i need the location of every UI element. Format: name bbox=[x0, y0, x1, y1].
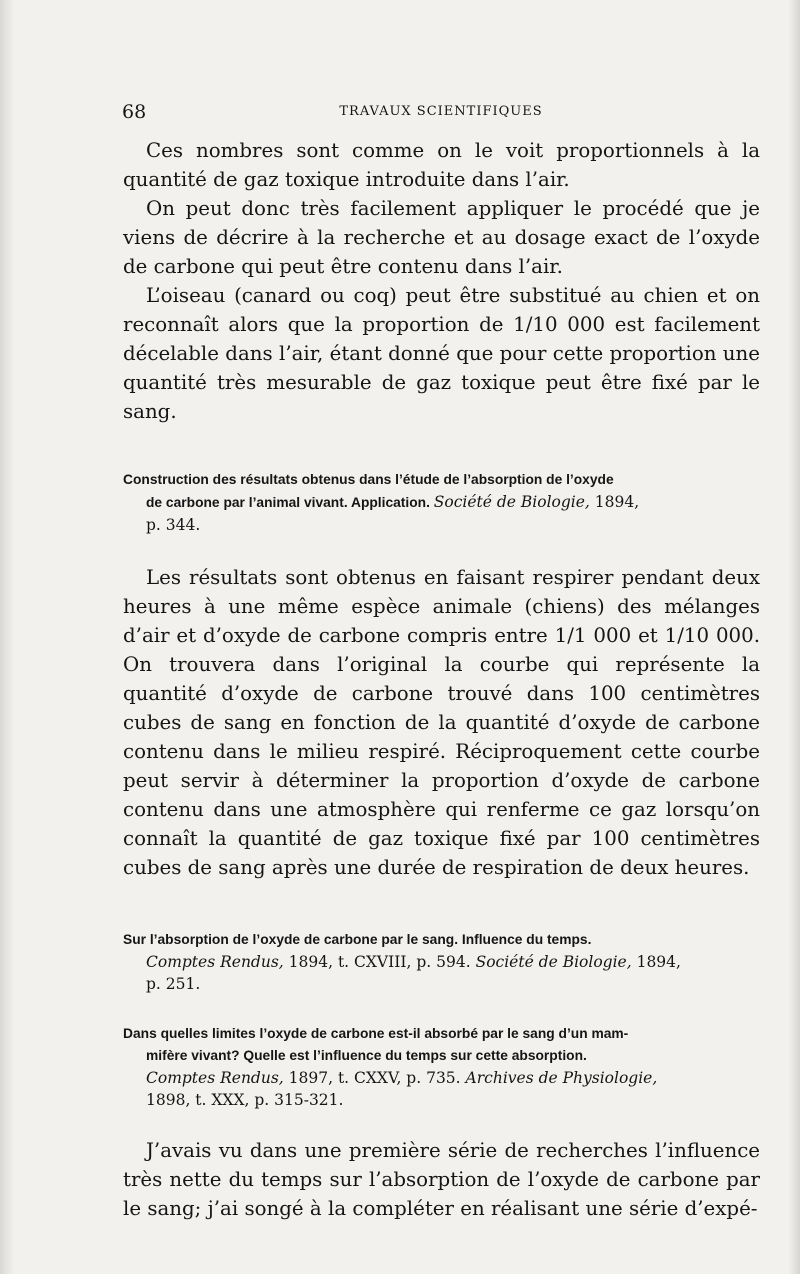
publication-title-continued: mifère vivant? Quelle est l’influence du temps sur cette absorption. bbox=[146, 1048, 587, 1063]
publication-title: Sur l’absorption de l’oxyde de carbone par le sang. Influence du temps. bbox=[123, 932, 592, 947]
publication-reference: Comptes Rendus, 1897, t. CXXV, p. 735. Archives de Physiologie, bbox=[146, 1069, 658, 1087]
page-edge-shadow bbox=[0, 0, 14, 1274]
publication-year: 1894, bbox=[594, 493, 640, 511]
journal-name: Société de Biologie, bbox=[475, 953, 632, 971]
page-edge-shadow bbox=[788, 0, 800, 1274]
page-number: 68 bbox=[122, 101, 147, 123]
text-section-3 bbox=[123, 1136, 760, 1223]
running-title: TRAVAUX SCIENTIFIQUES bbox=[339, 104, 543, 119]
journal-name: Comptes Rendus, bbox=[146, 1069, 284, 1087]
publication-pages: p. 251. bbox=[146, 975, 201, 993]
publication-title: Dans quelles limites l’oxyde de carbone est-il absorbé par le sang d’un mam- bbox=[123, 1026, 629, 1041]
paragraph: Les résultats sont obtenus en faisant respirer pendant deux heures à une même espèce animale (chiens) des mélanges d’air et d’oxyde de carbone compris entre 1/1 000 et 1/10 000. On trouvera dans l’original la courbe qui représente la quantité d’oxyde de carbone trouvé dans 100 centimètres cubes de sang en fonction de la quantité d’oxyde de carbone contenu dans le milieu respiré. Réciproquement cette courbe peut servir à déterminer la proportion d’oxyde de carbone contenu dans une atmosphère qui renferme ce gaz lorsqu’on connaît la quantité de gaz toxique fixé par 100 centimètres cubes de sang après une durée de respiration de deux heures. bbox=[123, 566, 760, 879]
publication-title: Construction des résultats obtenus dans l’étude de l’absorption de l’oxyde bbox=[123, 472, 614, 487]
text-section-2 bbox=[123, 563, 760, 882]
paragraph: On peut donc très facilement appliquer le procédé que je viens de décrire à la recherche et au dosage exact de l’oxyde de carbone qui peut être contenu dans l’air. bbox=[123, 197, 760, 278]
paragraph: L’oiseau (canard ou coq) peut être substitué au chien et on reconnaît alors que la proportion de 1/10 000 est facilement décelable dans l’air, étant donné que pour cette proportion une quantité très mesurable de gaz toxique peut être fixé par le sang. bbox=[123, 284, 760, 423]
paragraph: J’avais vu dans une première série de recherches l’influence très nette du temps sur l’absorption de l’oxyde de carbone par le sang; j’ai songé à la compléter en réalisant une série d’expé- bbox=[123, 1139, 760, 1220]
paragraph: Ces nombres sont comme on le voit proportionnels à la quantité de gaz toxique introduite dans l’air. bbox=[123, 139, 760, 191]
publication-entry bbox=[123, 1023, 760, 1111]
journal-name: Comptes Rendus, bbox=[146, 953, 284, 971]
publication-entry bbox=[123, 929, 760, 995]
publication-reference-continued: 1898, t. XXX, p. 315-321. bbox=[146, 1091, 344, 1109]
publication-entry bbox=[123, 469, 760, 536]
journal-name: Société de Biologie, bbox=[433, 493, 590, 511]
publication-reference: Comptes Rendus, 1894, t. CXVIII, p. 594. Société de Biologie, 1894, bbox=[146, 953, 681, 971]
running-head bbox=[122, 99, 760, 125]
text-section-1 bbox=[123, 136, 760, 426]
publication-title-continued: de carbone par l’animal vivant. Application. Société de Biologie, 1894, bbox=[146, 493, 640, 511]
journal-name: Archives de Physiologie, bbox=[465, 1069, 658, 1087]
publication-pages: p. 344. bbox=[146, 516, 201, 534]
